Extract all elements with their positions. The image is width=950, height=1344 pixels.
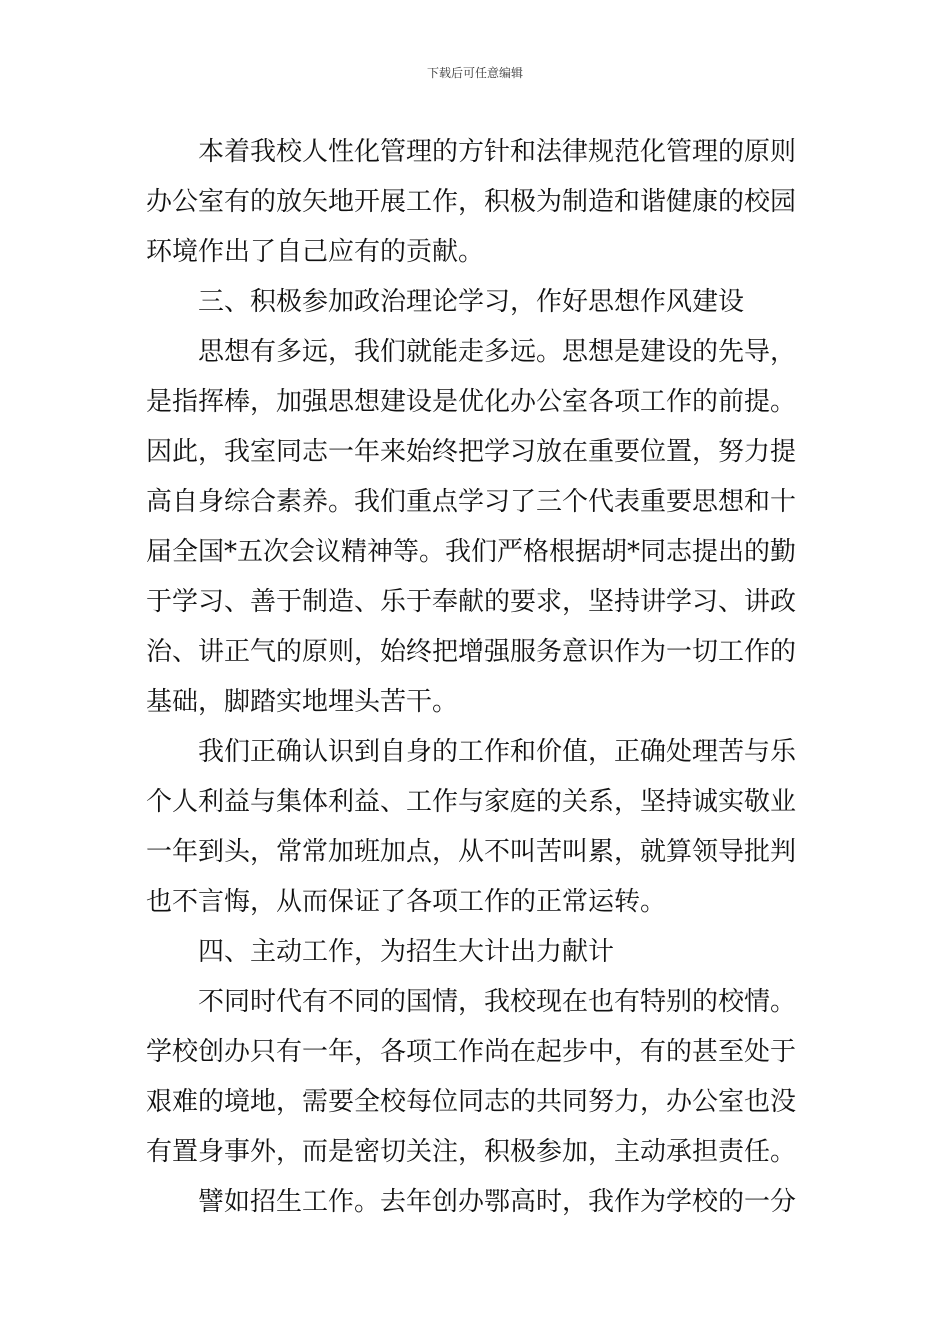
text-line: 有置身事外，而是密切关注，积极参加，主动承担责任。 — [146, 1137, 797, 1167]
text-line: 个人利益与集体利益、工作与家庭的关系，坚持诚实敬业 — [146, 787, 797, 817]
text-line: 基础，脚踏实地埋头苦干。 — [146, 687, 459, 717]
text-line: 是指挥棒，加强思想建设是优化办公室各项工作的前提。 — [146, 387, 797, 417]
section-heading: 四、主动工作，为招生大计出力献计 — [198, 937, 615, 967]
text-line: 譬如招生工作。去年创办鄂高时，我作为学校的一分 — [198, 1187, 797, 1217]
text-line: 因此，我室同志一年来始终把学习放在重要位置，努力提 — [146, 437, 797, 467]
text-line: 本着我校人性化管理的方针和法律规范化管理的原则 — [198, 137, 797, 167]
text-line: 我们正确认识到自身的工作和价值，正确处理苦与乐 — [198, 737, 797, 767]
text-line: 治、讲正气的原则，始终把增强服务意识作为一切工作的 — [146, 637, 797, 667]
page-header: 下载后可任意编辑 — [426, 66, 523, 80]
text-line: 一年到头，常常加班加点，从不叫苦叫累，就算领导批判 — [146, 837, 797, 867]
text-line: 艰难的境地，需要全校每位同志的共同努力，办公室也没 — [146, 1087, 797, 1117]
text-line: 办公室有的放矢地开展工作，积极为制造和谐健康的校园 — [146, 187, 797, 217]
text-line: 思想有多远，我们就能走多远。思想是建设的先导， — [198, 337, 797, 367]
document-body — [146, 127, 811, 1227]
section-heading: 三、积极参加政治理论学习，作好思想作风建设 — [198, 287, 745, 317]
text-line: 学校创办只有一年，各项工作尚在起步中，有的甚至处于 — [146, 1037, 797, 1067]
text-line: 也不言悔，从而保证了各项工作的正常运转。 — [146, 887, 667, 917]
text-line: 不同时代有不同的国情，我校现在也有特别的校情。 — [198, 987, 797, 1017]
text-line: 于学习、善于制造、乐于奉献的要求，坚持讲学习、讲政 — [146, 587, 797, 617]
text-line: 高自身综合素养。我们重点学习了三个代表重要思想和十 — [146, 487, 797, 517]
text-line: 届全国*五次会议精神等。我们严格根据胡*同志提出的勤 — [146, 537, 797, 567]
text-line: 环境作出了自己应有的贡献。 — [146, 237, 485, 267]
